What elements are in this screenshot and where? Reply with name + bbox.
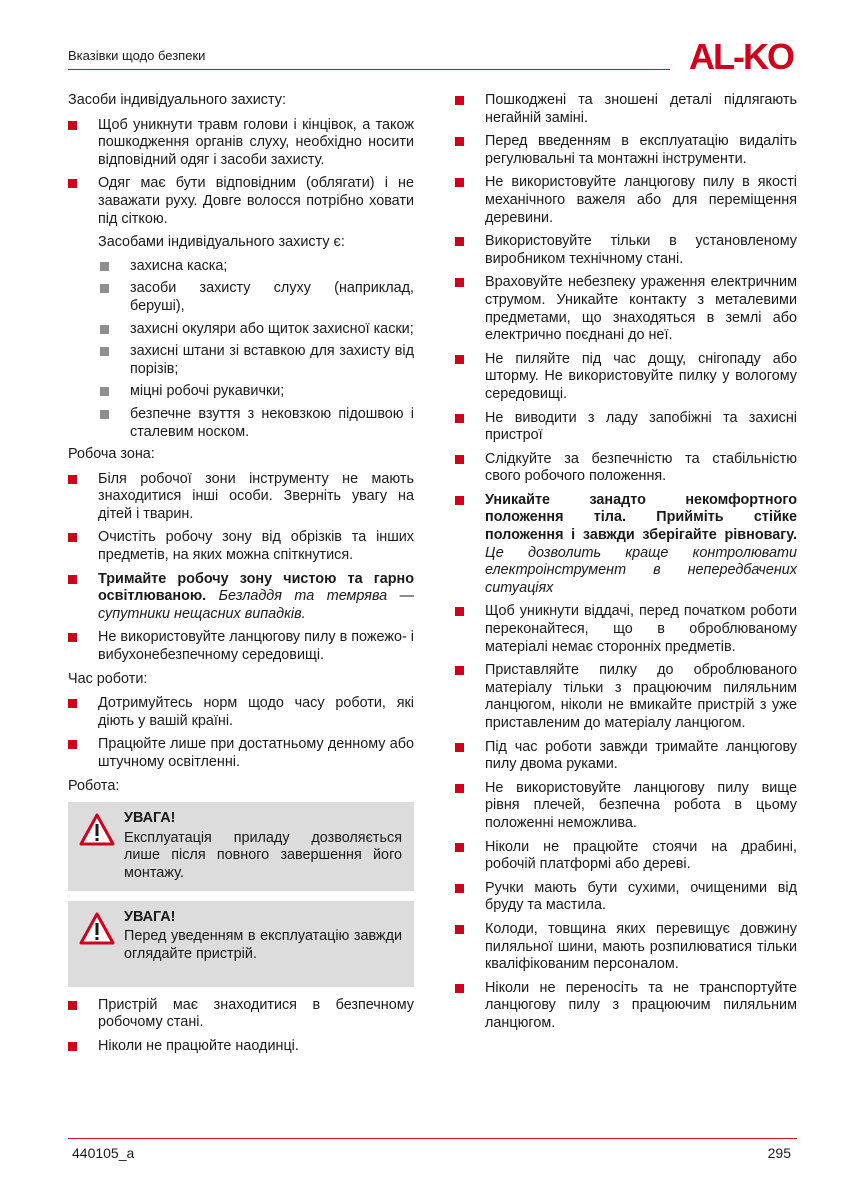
warning-box bbox=[68, 901, 414, 987]
warning-triangle-icon bbox=[79, 912, 115, 945]
sub-list-item: захисна каска; bbox=[68, 258, 414, 276]
list-item: Колоди, товщина яких перевищує довжину пиляльної шини, мають розпилюватися тільки кваліфікованим персоналом. bbox=[455, 921, 797, 974]
list-item: Не використовуйте ланцюгову пилу вище рівня плечей, безпечна робота в цьому положенні неможлива. bbox=[455, 780, 797, 833]
list-item: Дотримуйтесь норм щодо часу роботи, які діють у вашій країні. bbox=[68, 695, 414, 730]
alko-logo-text: AL-KO bbox=[689, 40, 793, 74]
list-item: Слідкуйте за безпечністю та стабільністю свого робочого положення. bbox=[455, 451, 797, 486]
worktime-heading: Час роботи: bbox=[68, 670, 148, 687]
bold-text: Уникайте занадто некомфортного положення тіла. Прийміть стійке положення і завжди зберігайте рівновагу. bbox=[485, 491, 797, 544]
bold-text: Тримайте робочу зону чистою та гарно освітлюваною. bbox=[98, 570, 414, 605]
document-number: 440105_a bbox=[72, 1145, 135, 1161]
list-item bbox=[455, 492, 797, 598]
list-item: Щоб уникнути віддачі, перед початком роботи переконайтеся, що в оброблюваному матеріалі немає сторонніх предметів. bbox=[455, 603, 797, 656]
alko-logo bbox=[683, 40, 799, 74]
list-item: Перед введенням в експлуатацію видаліть регулювальні та монтажні інструменти. bbox=[455, 133, 797, 168]
italic-text: Безладдя та темрява — супутники нещасних випадків. bbox=[98, 588, 415, 622]
list-item: Ніколи не працюйте стоячи на драбині, робочій платформі або дереві. bbox=[455, 839, 797, 874]
header-title: Вказівки щодо безпеки bbox=[68, 48, 206, 63]
list-item: Не використовуйте ланцюгову пилу в якості механічного важеля або для переміщення деревини. bbox=[455, 174, 797, 227]
warning-text: Експлуатація приладу дозволяється лише після повного завершення його монтажу. bbox=[124, 829, 402, 881]
list-item: Працюйте лише при достатньому денному або штучному освітленні. bbox=[68, 736, 414, 771]
warning-triangle-icon bbox=[79, 813, 115, 846]
sub-list-item: засоби захисту слуху (наприклад, беруші), bbox=[68, 280, 414, 315]
sub-list-item: захисні штани зі вставкою для захисту від порізів; bbox=[68, 343, 414, 378]
sub-list-item: захисні окуляри або щиток захисної каски; bbox=[68, 321, 414, 339]
warning-text: Перед уведенням в експлуатацію завжди оглядайте пристрій. bbox=[124, 928, 402, 962]
ppe-sub-heading: Засобами індивідуального захисту є: bbox=[98, 234, 345, 251]
list-item: Під час роботи завжди тримайте ланцюгову пилу двома руками. bbox=[455, 739, 797, 774]
list-item: Ніколи не працюйте наодинці. bbox=[68, 1038, 414, 1056]
sub-list-item: міцні робочі рукавички; bbox=[68, 383, 414, 401]
page-number: 295 bbox=[767, 1145, 791, 1161]
list-item: Щоб уникнути травм голови і кінцівок, а також пошкодження органів слуху, необхідно носити відповідний одяг і засоби захисту. bbox=[68, 117, 414, 170]
right-column bbox=[455, 92, 797, 1039]
sub-list-item: безпечне взуття з нековзкою підошвою і сталевим носком. bbox=[68, 406, 414, 441]
warning-box bbox=[68, 802, 414, 890]
list-item: Біля робочої зони інструменту не мають знаходитися інші особи. Зверніть увагу на дітей і тварин. bbox=[68, 471, 414, 524]
list-item: Приставляйте пилку до оброблюваного матеріалу тільки з працюючим пиляльним ланцюгом, ніколи не вмикайте пристрій з уже приставленим до матеріалу ланцюгом. bbox=[455, 662, 797, 732]
list-item bbox=[68, 571, 414, 624]
footer-rule bbox=[68, 1138, 797, 1139]
list-item: Не виводити з ладу запобіжні та захисні пристрої bbox=[455, 410, 797, 445]
workzone-heading: Робоча зона: bbox=[68, 446, 155, 463]
list-item: Не пиляйте під час дощу, снігопаду або шторму. Не використовуйте пилку у вологому середовищі. bbox=[455, 351, 797, 404]
warning-title: УВАГА! bbox=[124, 908, 176, 925]
italic-text: Це дозволить краще контролювати електроінструмент в непередбачених ситуаціях bbox=[485, 544, 797, 596]
left-column bbox=[68, 92, 414, 1061]
header-rule bbox=[68, 69, 670, 70]
list-item: Ніколи не переносіть та не транспортуйте ланцюгову пилу з працюючим пиляльним ланцюгом. bbox=[455, 980, 797, 1033]
list-item: Пристрій має знаходитися в безпечному робочому стані. bbox=[68, 997, 414, 1032]
list-item: Пошкоджені та зношені деталі підлягають негайній заміні. bbox=[455, 92, 797, 127]
list-item: Одяг має бути відповідним (облягати) і не заважати руху. Довге волосся потрібно ховати під сіткою. bbox=[68, 175, 414, 228]
operation-heading: Робота: bbox=[68, 777, 120, 794]
list-item: Використовуйте тільки в установленому виробником технічному стані. bbox=[455, 233, 797, 268]
list-item: Ручки мають бути сухими, очищеними від бруду та мастила. bbox=[455, 880, 797, 915]
list-item: Очистіть робочу зону від обрізків та інших предметів, на яких можна спіткнутися. bbox=[68, 529, 414, 564]
ppe-heading: Засоби індивідуального захисту: bbox=[68, 92, 286, 108]
warning-title: УВАГА! bbox=[124, 810, 176, 827]
list-item: Враховуйте небезпеку ураження електричним струмом. Уникайте контакту з металевими предметами, що знаходяться в землі або електрично поєднані до неї. bbox=[455, 274, 797, 344]
list-item: Не використовуйте ланцюгову пилу в пожежо- і вибухонебезпечному середовищі. bbox=[68, 629, 414, 664]
